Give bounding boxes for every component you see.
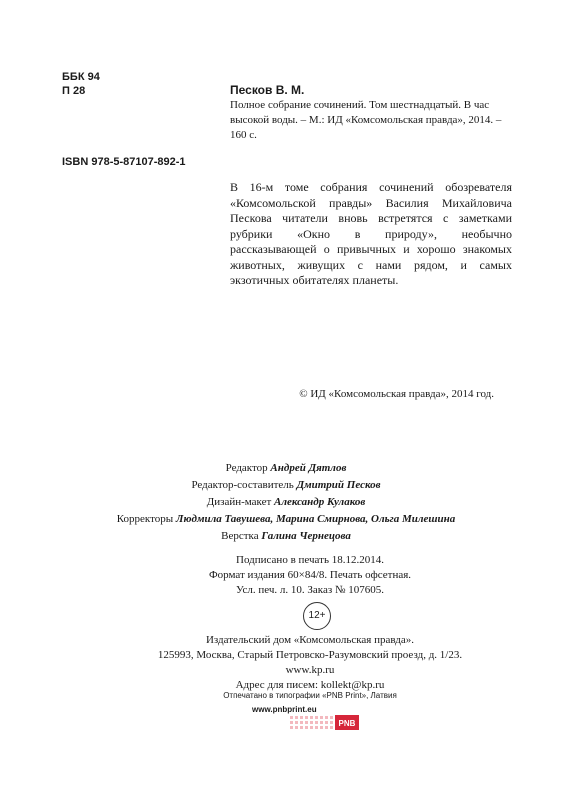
publisher-email: Адрес для писем: kollekt@kp.ru <box>235 679 385 691</box>
print-info <box>0 553 572 598</box>
credit-names: Александр Кулаков <box>274 496 366 508</box>
credit-names: Людмила Тавушева, Марина Смирнова, Ольга Милешина <box>175 513 456 525</box>
credit-row <box>0 511 572 528</box>
print-info-line: Формат издания 60×84/8. Печать офсетная. <box>208 569 412 581</box>
credit-role: Редактор-составитель <box>191 479 294 491</box>
isbn: ISBN 978-5-87107-892-1 <box>62 156 186 168</box>
pnb-logo-dots <box>290 716 333 729</box>
annotation: В 16-м томе собрания сочинений обозревателя «Комсомольской правды» Василия Михайловича Пескова читатели вновь встретятся с заметками рубрики «Окно в природу», необычно рассказывающей о привычных и хорошо знакомых животных, живущих с нами рядом, и самых экзотичных обитателях планеты. <box>230 180 512 287</box>
credit-names: Андрей Дятлов <box>270 462 347 474</box>
author-name: Песков В. М. <box>230 83 305 97</box>
credit-names: Дмитрий Песков <box>296 479 381 491</box>
bbk-code: ББК 94 <box>62 71 100 83</box>
credit-role: Верстка <box>221 530 259 542</box>
printer-url: www.pnbprint.eu <box>252 705 317 714</box>
credit-row <box>0 528 572 545</box>
credit-row <box>0 460 572 477</box>
pnb-logo <box>290 715 362 731</box>
publisher-website: www.kp.ru <box>285 664 335 676</box>
pnb-logo-text: PNB <box>338 719 356 728</box>
print-info-line: Усл. печ. л. 10. Заказ № 107605. <box>236 584 384 596</box>
credit-row <box>0 477 572 494</box>
bbk-block <box>62 70 100 98</box>
age-rating-badge: 12+ <box>303 602 331 630</box>
publisher-name: Издательский дом «Комсомольская правда». <box>205 634 415 646</box>
credit-role: Редактор <box>225 462 268 474</box>
catalog-description: Полное собрание сочинений. Том шестнадцатый. В час высокой воды. – М.: ИД «Комсомольская правда», 2014. – 160 с. <box>230 99 502 141</box>
publisher-address: 125993, Москва, Старый Петровско-Разумовский проезд, д. 1/23. <box>157 649 463 661</box>
credits <box>0 460 572 545</box>
credit-role: Корректоры <box>116 513 174 525</box>
bbk-index: П 28 <box>62 85 86 97</box>
credit-names: Галина Чернецова <box>261 530 351 542</box>
copyright: © ИД «Комсомольская правда», 2014 год. <box>299 388 494 400</box>
print-info-line: Подписано в печать 18.12.2014. <box>236 554 384 566</box>
credit-role: Дизайн-макет <box>206 496 272 508</box>
credit-row <box>0 494 572 511</box>
printed-at: Отпечатано в типографии «PNB Print», Латвия <box>223 691 397 700</box>
publisher-info <box>0 633 572 693</box>
catalog-entry <box>230 82 512 143</box>
